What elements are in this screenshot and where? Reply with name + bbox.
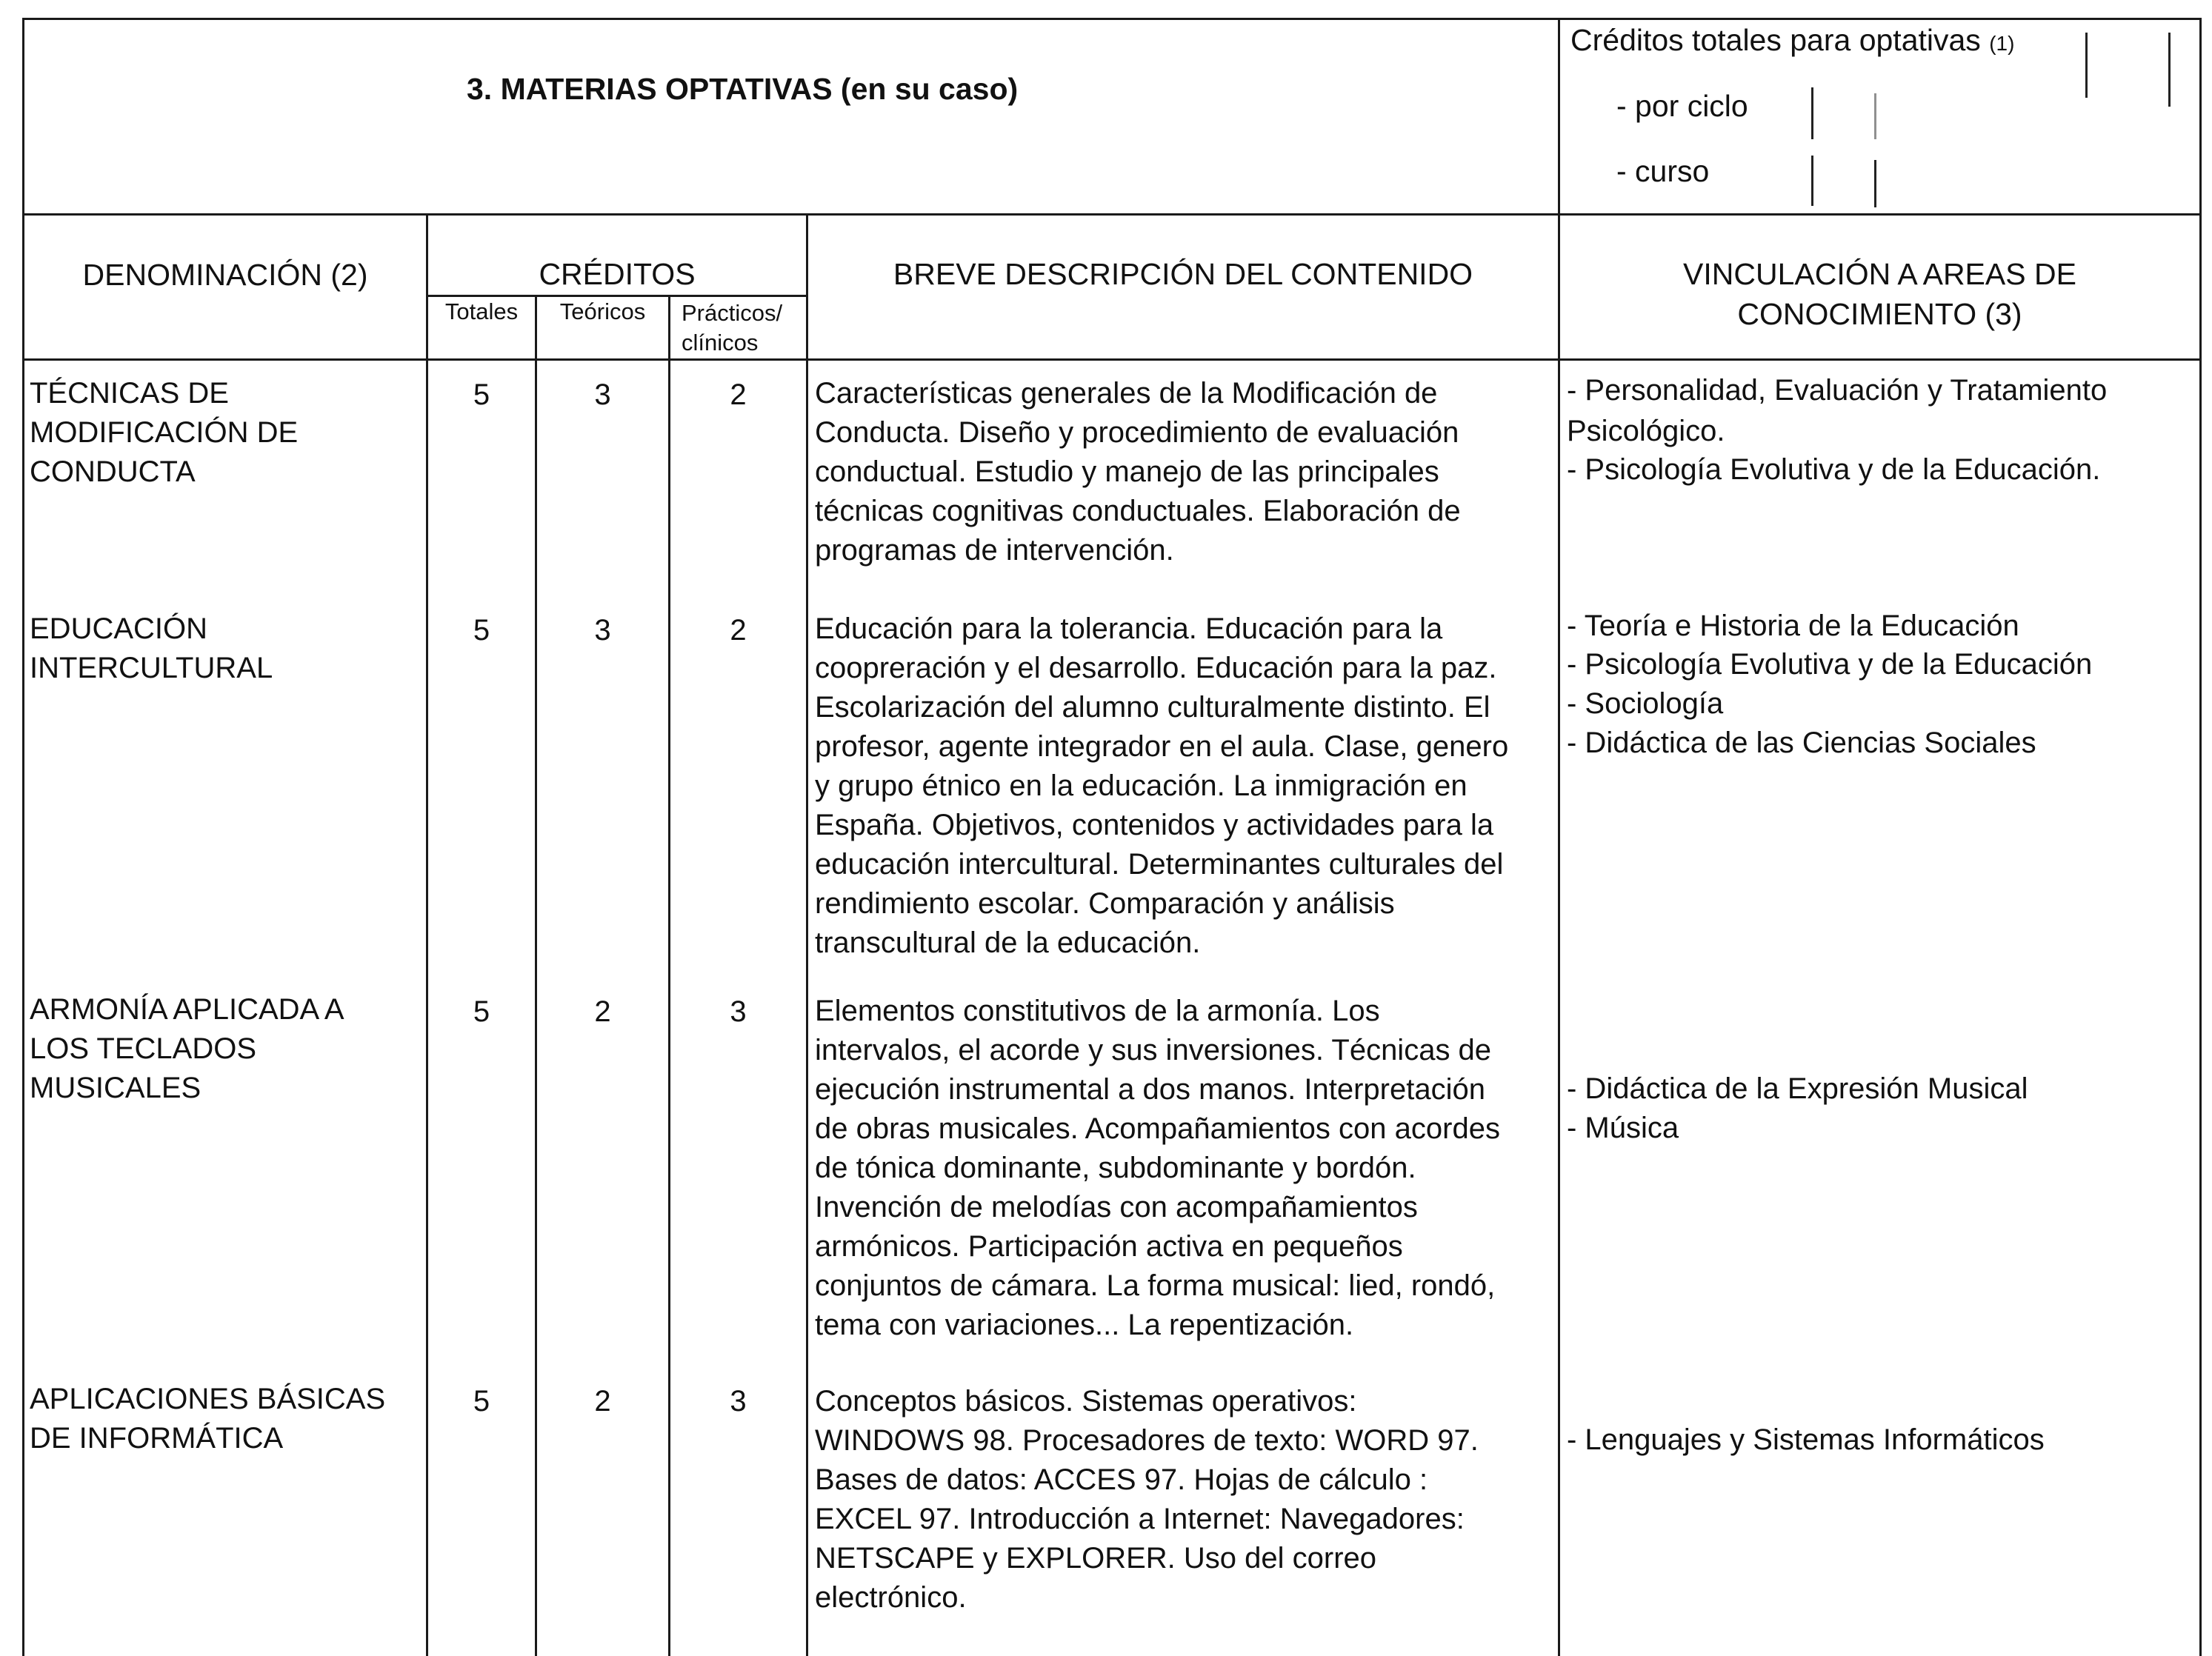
row-1-desc-line-3: conductual. Estudio y manejo de las principales: [815, 455, 1439, 488]
creditos-totales-label: [1570, 21, 2014, 63]
row-3-desc-line-7: armónicos. Participación activa en pequeños: [815, 1230, 1403, 1263]
header-practicos: Prácticos/: [682, 300, 783, 326]
row-2-practicos: 2: [730, 614, 747, 647]
row-3-area-line-2: - Música: [1567, 1112, 1679, 1144]
header-descripcion: BREVE DESCRIPCIÓN DEL CONTENIDO: [893, 257, 1473, 291]
row-1-practicos: 2: [730, 378, 747, 411]
row-1-totales: 5: [473, 378, 490, 411]
header-vinculacion-1: VINCULACIÓN A AREAS DE: [1683, 257, 2076, 291]
curso-label: - curso: [1616, 154, 1710, 188]
row-4-desc-line-4: EXCEL 97. Introducción a Internet: Navegadores:: [815, 1503, 1465, 1535]
row-3-desc-line-4: de obras musicales. Acompañamientos con acordes: [815, 1112, 1500, 1145]
por-ciclo-label: - por ciclo: [1616, 89, 1748, 123]
box-ciclo-right: [1874, 93, 1876, 139]
row-1-name-line-2: MODIFICACIÓN DE: [30, 416, 299, 449]
row-3-desc-line-9: tema con variaciones... La repentización.: [815, 1309, 1354, 1341]
rule-colheader-bottom: [22, 358, 2202, 361]
row-3-desc-line-5: de tónica dominante, subdominante y bordón.: [815, 1152, 1416, 1184]
box-curso-right: [1874, 160, 1876, 207]
row-2-area-line-4: - Didáctica de las Ciencias Sociales: [1567, 727, 2036, 759]
row-4-name-line-2: DE INFORMÁTICA: [30, 1422, 284, 1455]
row-1-desc-line-2: Conducta. Diseño y procedimiento de evaluación: [815, 416, 1459, 449]
row-4-desc-line-3: Bases de datos: ACCES 97. Hojas de cálculo :: [815, 1463, 1428, 1496]
header-creditos: CRÉDITOS: [539, 257, 696, 291]
row-4-totales: 5: [473, 1385, 490, 1418]
row-3-name-line-1: ARMONÍA APLICADA A: [30, 993, 344, 1026]
row-2-desc-line-3: Escolarización del alumno culturalmente distinto. El: [815, 691, 1490, 724]
rule-col-denominacion: [426, 213, 428, 1656]
row-3-desc-line-8: conjuntos de cámara. La forma musical: lied, rondó,: [815, 1269, 1496, 1302]
row-3-totales: 5: [473, 995, 490, 1028]
row-2-teoricos: 3: [594, 614, 611, 647]
row-3-desc-line-1: Elementos constitutivos de la armonía. Los: [815, 995, 1380, 1027]
row-2-totales: 5: [473, 614, 490, 647]
row-4-desc-line-1: Conceptos básicos. Sistemas operativos:: [815, 1385, 1357, 1418]
rule-col-teoricos: [668, 295, 670, 1656]
row-4-name-line-1: APLICACIONES BÁSICAS: [30, 1383, 386, 1415]
row-2-desc-line-8: rendimiento escolar. Comparación y análisis: [815, 887, 1395, 920]
row-4-teoricos: 2: [594, 1385, 611, 1418]
row-1-area-line-2: Psicológico.: [1567, 415, 1725, 447]
row-1-teoricos: 3: [594, 378, 611, 411]
row-2-name-line-1: EDUCACIÓN: [30, 612, 208, 645]
row-1-desc-line-4: técnicas cognitivas conductuales. Elaboración de: [815, 495, 1461, 527]
rule-col-creditos: [806, 213, 808, 1656]
header-vinculacion-2: CONOCIMIENTO (3): [1737, 297, 2022, 331]
row-1-name-line-1: TÉCNICAS DE: [30, 377, 229, 410]
rule-header-bottom: [22, 213, 2202, 216]
row-2-desc-line-1: Educación para la tolerancia. Educación para la: [815, 612, 1443, 645]
row-4-desc-line-2: WINDOWS 98. Procesadores de texto: WORD 97.: [815, 1424, 1479, 1457]
section-title: 3. MATERIAS OPTATIVAS (en su caso): [467, 72, 1019, 106]
row-3-desc-line-6: Invención de melodías con acompañamientos: [815, 1191, 1418, 1223]
header-denominacion: DENOMINACIÓN (2): [82, 258, 368, 292]
row-4-practicos: 3: [730, 1385, 747, 1418]
row-3-name-line-2: LOS TECLADOS: [30, 1032, 257, 1065]
rule-col-totales: [535, 295, 537, 1656]
row-2-area-line-2: - Psicología Evolutiva y de la Educación: [1567, 648, 2093, 681]
row-4-desc-line-5: NETSCAPE y EXPLORER. Uso del correo: [815, 1542, 1377, 1575]
row-2-desc-line-6: España. Objetivos, contenidos y actividades para la: [815, 809, 1494, 841]
row-2-desc-line-7: educación intercultural. Determinantes culturales del: [815, 848, 1504, 881]
row-1-area-line-1: - Personalidad, Evaluación y Tratamiento: [1567, 374, 2108, 407]
row-2-desc-line-5: y grupo étnico en la educación. La inmigración en: [815, 769, 1468, 802]
row-2-desc-line-9: transcultural de la educación.: [815, 927, 1201, 959]
row-1-area-line-3: - Psicología Evolutiva y de la Educación.: [1567, 453, 2101, 486]
row-3-name-line-3: MUSICALES: [30, 1072, 201, 1104]
row-1-name-line-3: CONDUCTA: [30, 455, 196, 488]
row-3-desc-line-2: intervalos, el acorde y sus inversiones. Técnicas de: [815, 1034, 1492, 1066]
creditos-totales-ref: (1): [1989, 32, 2015, 55]
row-3-area-line-1: - Didáctica de la Expresión Musical: [1567, 1072, 2028, 1105]
header-clinicos: clínicos: [682, 330, 759, 355]
row-3-practicos: 3: [730, 995, 747, 1028]
box-total-left: [2085, 33, 2088, 98]
box-total-right: [2168, 33, 2171, 107]
header-teoricos: Teóricos: [559, 298, 646, 324]
row-2-name-line-2: INTERCULTURAL: [30, 652, 273, 684]
row-1-desc-line-5: programas de intervención.: [815, 534, 1174, 567]
creditos-totales-text: Créditos totales para optativas: [1570, 23, 1981, 57]
header-totales: Totales: [444, 298, 519, 324]
row-3-teoricos: 2: [594, 995, 611, 1028]
box-ciclo-left: [1811, 87, 1813, 139]
rule-creditos-sub: [426, 295, 806, 297]
row-1-desc-line-1: Características generales de la Modificación de: [815, 377, 1438, 410]
rule-top: [22, 18, 2202, 20]
row-4-desc-line-6: electrónico.: [815, 1581, 967, 1614]
row-2-desc-line-2: coopreración y el desarrollo. Educación para la paz.: [815, 652, 1497, 684]
row-2-area-line-1: - Teoría e Historia de la Educación: [1567, 610, 2019, 642]
row-4-area-line-1: - Lenguajes y Sistemas Informáticos: [1567, 1423, 2045, 1456]
row-2-desc-line-4: profesor, agente integrador en el aula. Clase, genero: [815, 730, 1509, 763]
row-3-desc-line-3: ejecución instrumental a dos manos. Interpretación: [815, 1073, 1485, 1106]
box-curso-left: [1811, 156, 1813, 206]
rule-right: [2199, 18, 2202, 1656]
row-2-area-line-3: - Sociología: [1567, 687, 1724, 720]
